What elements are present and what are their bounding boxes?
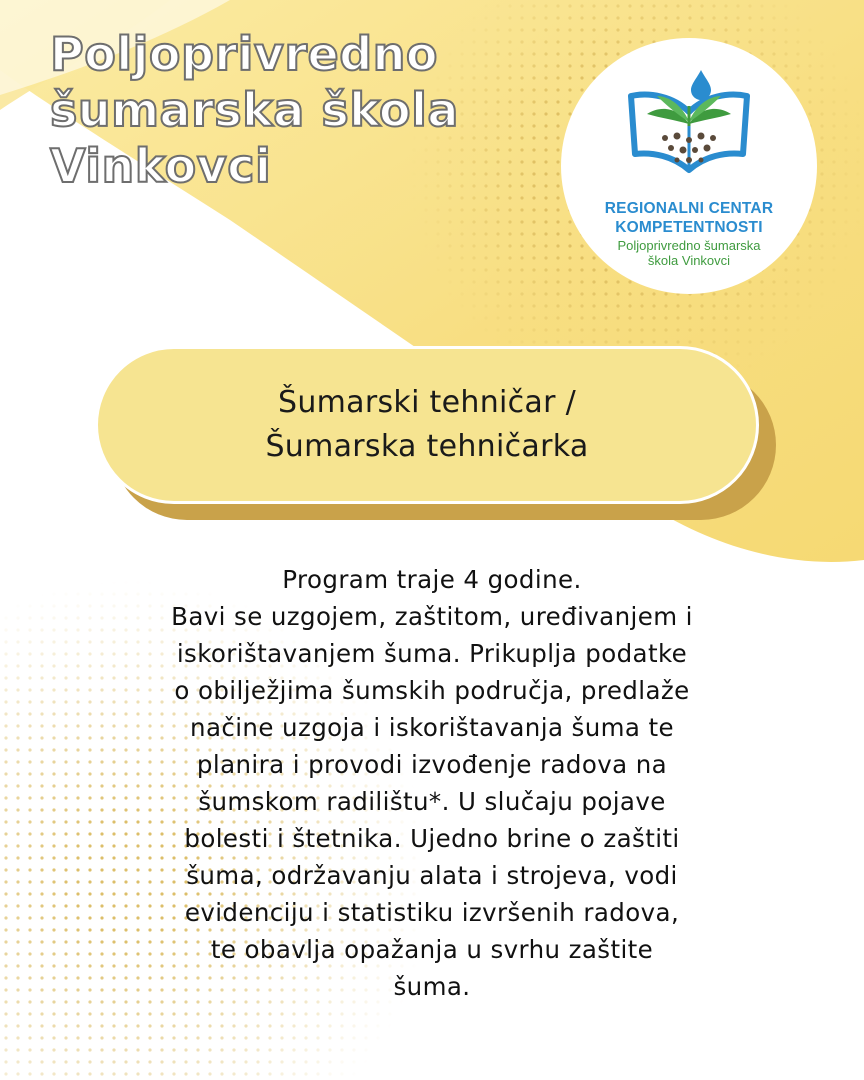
description-line: Bavi se uzgojem, zaštitom, uređivanjem i — [171, 602, 693, 631]
title-line: Poljoprivredno — [50, 27, 438, 81]
description-line: šuma. — [393, 972, 471, 1001]
school-name-title — [50, 26, 459, 194]
description-line: planira i provodi izvođenje radova na — [196, 750, 668, 779]
description-line: evidenciju i statistiku izvršenih radova, — [184, 898, 680, 927]
logo-text-regionalni-centar: REGIONALNI CENTAR — [604, 200, 774, 217]
logo-text-kompetentnosti: KOMPETENTNOSTI — [615, 219, 763, 236]
description-line: bolesti i štetnika. Ujedno brine o zaštiti — [184, 824, 680, 853]
description-line: te obavlja opažanja u svrhu zaštite — [210, 935, 654, 964]
description-line: Program traje 4 godine. — [282, 565, 582, 594]
program-title-line: Šumarski tehničar / — [277, 385, 576, 420]
school-logo — [561, 38, 817, 294]
title-line: šumarska škola — [50, 83, 459, 137]
logo-text-school-line1: Poljoprivredno šumarska — [617, 238, 761, 253]
description-line: šumskom radilištu*. U slučaju pojave — [198, 787, 666, 816]
title-line: Vinkovci — [50, 139, 272, 193]
program-title-line: Šumarska tehničarka — [265, 429, 589, 464]
description-line: načine uzgoja i iskorištavanja šuma te — [190, 713, 674, 742]
description-line: šuma, održavanju alata i strojeva, vodi — [186, 861, 678, 890]
program-description — [60, 561, 804, 1005]
open-book-with-plant-and-water-drop-icon — [625, 66, 753, 194]
description-line: o obilježjima šumskih područja, predlaže — [174, 676, 690, 705]
program-title-banner — [95, 346, 759, 504]
description-line: iskorištavanjem šuma. Prikuplja podatke — [176, 639, 688, 668]
logo-text-school-line2: škola Vinkovci — [647, 253, 731, 268]
